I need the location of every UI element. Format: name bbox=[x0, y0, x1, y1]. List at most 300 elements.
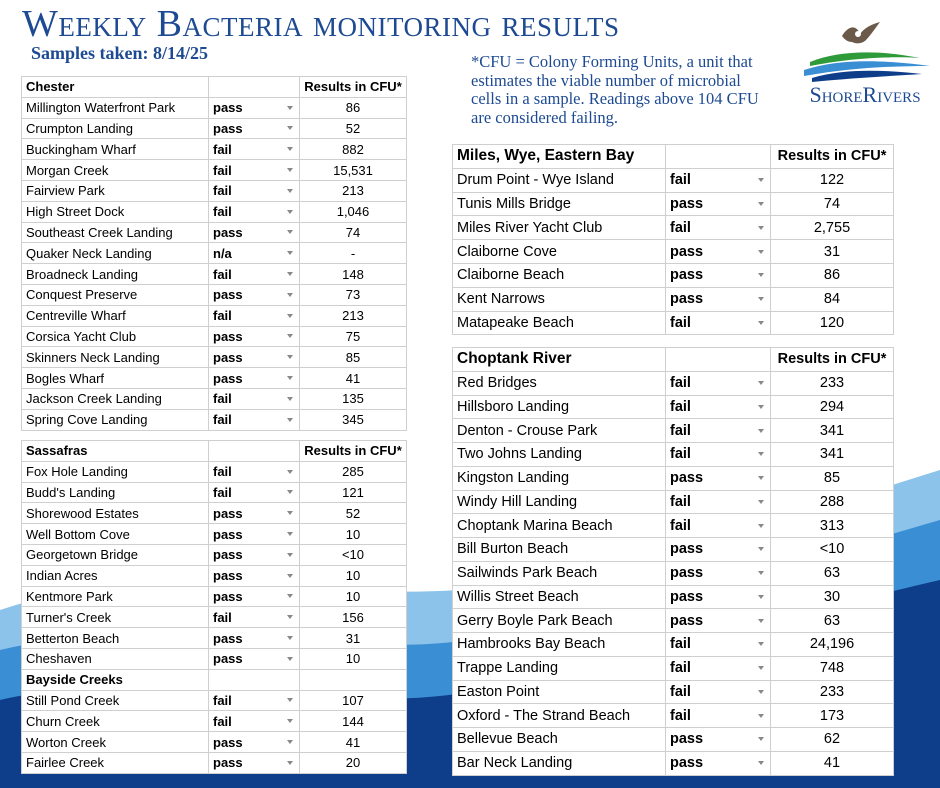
cfu-value: 748 bbox=[771, 656, 894, 680]
site-name: Well Bottom Cove bbox=[22, 524, 209, 545]
status-value: fail bbox=[670, 398, 691, 415]
chevron-down-icon[interactable] bbox=[287, 168, 293, 172]
cfu-value: 10 bbox=[300, 586, 407, 607]
section-title: Choptank River bbox=[453, 348, 666, 372]
site-name: Cheshaven bbox=[22, 648, 209, 669]
header-blank-cell bbox=[209, 441, 300, 462]
choptank-header-row bbox=[453, 348, 894, 372]
status-value: fail bbox=[213, 391, 232, 407]
status-dropdown[interactable] bbox=[209, 326, 300, 347]
status-dropdown[interactable] bbox=[666, 680, 771, 704]
status-value: pass bbox=[213, 568, 243, 584]
status-value: pass bbox=[213, 349, 243, 365]
status-dropdown[interactable] bbox=[666, 263, 771, 287]
site-name: Miles River Yacht Club bbox=[453, 216, 666, 240]
chevron-down-icon[interactable] bbox=[758, 500, 764, 504]
table-row bbox=[22, 648, 407, 669]
table-row bbox=[453, 263, 894, 287]
status-dropdown[interactable] bbox=[209, 118, 300, 139]
table-row bbox=[22, 711, 407, 732]
site-name: Georgetown Bridge bbox=[22, 544, 209, 565]
cfu-value: 341 bbox=[771, 419, 894, 443]
status-value: pass bbox=[213, 755, 243, 771]
site-name: Churn Creek bbox=[22, 711, 209, 732]
page-title: Weekly Bacteria monitoring results bbox=[22, 3, 620, 45]
chevron-down-icon[interactable] bbox=[287, 490, 293, 494]
status-dropdown[interactable] bbox=[209, 97, 300, 118]
status-value: pass bbox=[670, 565, 704, 582]
status-dropdown[interactable] bbox=[666, 633, 771, 657]
cfu-value: 1,046 bbox=[300, 201, 407, 222]
status-dropdown[interactable] bbox=[666, 561, 771, 585]
chevron-down-icon[interactable] bbox=[287, 532, 293, 536]
cfu-value: 84 bbox=[771, 287, 894, 311]
site-name: Claiborne Cove bbox=[453, 240, 666, 264]
cfu-value: 52 bbox=[300, 118, 407, 139]
status-value: pass bbox=[670, 291, 704, 308]
header-blank-cell bbox=[666, 348, 771, 372]
cfu-value: 341 bbox=[771, 443, 894, 467]
status-dropdown[interactable] bbox=[666, 240, 771, 264]
cfu-value: 2,755 bbox=[771, 216, 894, 240]
chevron-down-icon[interactable] bbox=[287, 272, 293, 276]
status-dropdown[interactable] bbox=[209, 305, 300, 326]
table-row bbox=[453, 609, 894, 633]
status-dropdown[interactable] bbox=[666, 704, 771, 728]
table-row bbox=[453, 419, 894, 443]
shorerivers-logo bbox=[790, 18, 940, 118]
site-name: Fairview Park bbox=[22, 180, 209, 201]
table-row bbox=[22, 326, 407, 347]
status-dropdown[interactable] bbox=[209, 139, 300, 160]
status-value: pass bbox=[213, 651, 243, 667]
chevron-down-icon[interactable] bbox=[287, 397, 293, 401]
site-name: Claiborne Beach bbox=[453, 263, 666, 287]
site-name: Trappe Landing bbox=[453, 656, 666, 680]
site-name: Drum Point - Wye Island bbox=[453, 168, 666, 192]
status-dropdown[interactable] bbox=[209, 284, 300, 305]
site-name: Broadneck Landing bbox=[22, 264, 209, 285]
status-dropdown[interactable] bbox=[666, 287, 771, 311]
cfu-value: 74 bbox=[300, 222, 407, 243]
chevron-down-icon[interactable] bbox=[758, 642, 764, 646]
table-row bbox=[453, 443, 894, 467]
chevron-down-icon[interactable] bbox=[758, 405, 764, 409]
chevron-down-icon[interactable] bbox=[287, 698, 293, 702]
chevron-down-icon[interactable] bbox=[758, 595, 764, 599]
chevron-down-icon[interactable] bbox=[758, 429, 764, 433]
table-row bbox=[22, 732, 407, 753]
status-value: fail bbox=[213, 412, 232, 428]
site-name: Betterton Beach bbox=[22, 628, 209, 649]
cfu-value: 73 bbox=[300, 284, 407, 305]
miles-wye-table bbox=[452, 144, 894, 335]
results-column-header: Results in CFU* bbox=[771, 348, 894, 372]
cfu-value: 63 bbox=[771, 609, 894, 633]
table-row bbox=[453, 514, 894, 538]
status-dropdown[interactable] bbox=[666, 585, 771, 609]
table-row bbox=[453, 240, 894, 264]
status-value: fail bbox=[213, 609, 232, 625]
site-name: Willis Street Beach bbox=[453, 585, 666, 609]
cfu-value: 135 bbox=[300, 388, 407, 409]
cfu-value: 30 bbox=[771, 585, 894, 609]
table-row bbox=[453, 216, 894, 240]
status-dropdown[interactable] bbox=[209, 180, 300, 201]
cfu-value: 31 bbox=[300, 628, 407, 649]
section-title: Sassafras bbox=[22, 441, 209, 462]
status-dropdown[interactable] bbox=[209, 222, 300, 243]
chevron-down-icon[interactable] bbox=[287, 106, 293, 110]
site-name: Sailwinds Park Beach bbox=[453, 561, 666, 585]
site-name: Centreville Wharf bbox=[22, 305, 209, 326]
status-value: pass bbox=[213, 224, 243, 240]
cfu-value: 63 bbox=[771, 561, 894, 585]
cfu-value: 107 bbox=[300, 690, 407, 711]
status-dropdown[interactable] bbox=[666, 728, 771, 752]
cfu-value: 882 bbox=[300, 139, 407, 160]
site-name: Hambrooks Bay Beach bbox=[453, 633, 666, 657]
status-value: pass bbox=[670, 195, 704, 212]
status-dropdown[interactable] bbox=[209, 565, 300, 586]
table-row bbox=[22, 524, 407, 545]
site-name: Corsica Yacht Club bbox=[22, 326, 209, 347]
status-dropdown[interactable] bbox=[666, 311, 771, 335]
chevron-down-icon[interactable] bbox=[758, 761, 764, 765]
status-dropdown[interactable] bbox=[209, 482, 300, 503]
section-title: Miles, Wye, Eastern Bay bbox=[453, 145, 666, 169]
cfu-note: *CFU = Colony Forming Units, a unit that estimates the viable number of microbial cells in a sample. Readings above 104 CFU are considered failing. bbox=[471, 52, 759, 127]
table-row bbox=[22, 222, 407, 243]
cfu-value: 52 bbox=[300, 503, 407, 524]
table-row bbox=[453, 395, 894, 419]
site-name: Easton Point bbox=[453, 680, 666, 704]
cfu-value: 122 bbox=[771, 168, 894, 192]
status-dropdown[interactable] bbox=[209, 461, 300, 482]
cfu-value: 213 bbox=[300, 305, 407, 326]
status-dropdown[interactable] bbox=[666, 168, 771, 192]
cfu-value: 285 bbox=[300, 461, 407, 482]
chevron-down-icon[interactable] bbox=[287, 251, 293, 255]
chevron-down-icon[interactable] bbox=[758, 666, 764, 670]
site-name: Buckingham Wharf bbox=[22, 139, 209, 160]
status-value: fail bbox=[213, 308, 232, 324]
cfu-value: 120 bbox=[771, 311, 894, 335]
cfu-value: 313 bbox=[771, 514, 894, 538]
sassafras-header-row bbox=[22, 441, 407, 462]
chevron-down-icon[interactable] bbox=[287, 574, 293, 578]
status-value: pass bbox=[213, 630, 243, 646]
cfu-value: 288 bbox=[771, 490, 894, 514]
status-value: pass bbox=[213, 287, 243, 303]
table-row bbox=[22, 284, 407, 305]
status-value: pass bbox=[213, 505, 243, 521]
section-title: Bayside Creeks bbox=[22, 669, 209, 690]
site-name: Skinners Neck Landing bbox=[22, 347, 209, 368]
cfu-value: 10 bbox=[300, 565, 407, 586]
cfu-value: 41 bbox=[300, 732, 407, 753]
chevron-down-icon[interactable] bbox=[287, 189, 293, 193]
site-name: Fox Hole Landing bbox=[22, 461, 209, 482]
chevron-down-icon[interactable] bbox=[758, 452, 764, 456]
chevron-down-icon[interactable] bbox=[287, 470, 293, 474]
chevron-down-icon[interactable] bbox=[287, 594, 293, 598]
status-value: fail bbox=[670, 493, 691, 510]
site-name: Bill Burton Beach bbox=[453, 538, 666, 562]
status-value: fail bbox=[213, 464, 232, 480]
choptank-table bbox=[452, 347, 894, 776]
status-dropdown[interactable] bbox=[666, 443, 771, 467]
site-name: Jackson Creek Landing bbox=[22, 388, 209, 409]
status-value: fail bbox=[213, 266, 232, 282]
status-dropdown[interactable] bbox=[666, 656, 771, 680]
cfu-value: 233 bbox=[771, 371, 894, 395]
status-dropdown[interactable] bbox=[209, 243, 300, 264]
chevron-down-icon[interactable] bbox=[758, 321, 764, 325]
results-column-header bbox=[300, 669, 407, 690]
samples-date: Samples taken: 8/14/25 bbox=[31, 43, 209, 63]
status-dropdown[interactable] bbox=[209, 628, 300, 649]
site-name: Bar Neck Landing bbox=[453, 751, 666, 775]
header-blank-cell bbox=[209, 77, 300, 98]
table-row bbox=[22, 305, 407, 326]
chevron-down-icon[interactable] bbox=[287, 230, 293, 234]
chevron-down-icon[interactable] bbox=[287, 418, 293, 422]
status-dropdown[interactable] bbox=[666, 419, 771, 443]
site-name: Turner's Creek bbox=[22, 607, 209, 628]
sassafras-table bbox=[21, 440, 407, 774]
chevron-down-icon[interactable] bbox=[287, 511, 293, 515]
chevron-down-icon[interactable] bbox=[287, 147, 293, 151]
table-row bbox=[453, 704, 894, 728]
status-dropdown[interactable] bbox=[209, 368, 300, 389]
cfu-value: 233 bbox=[771, 680, 894, 704]
table-row bbox=[453, 538, 894, 562]
site-name: Morgan Creek bbox=[22, 160, 209, 181]
table-row bbox=[22, 690, 407, 711]
cfu-value: 41 bbox=[300, 368, 407, 389]
status-dropdown[interactable] bbox=[666, 490, 771, 514]
site-name: Tunis Mills Bridge bbox=[453, 192, 666, 216]
cfu-value: 86 bbox=[300, 97, 407, 118]
chevron-down-icon[interactable] bbox=[758, 250, 764, 254]
chevron-down-icon[interactable] bbox=[287, 740, 293, 744]
status-dropdown[interactable] bbox=[666, 192, 771, 216]
chevron-down-icon[interactable] bbox=[287, 636, 293, 640]
site-name: Southeast Creek Landing bbox=[22, 222, 209, 243]
site-name: Bogles Wharf bbox=[22, 368, 209, 389]
table-row bbox=[22, 97, 407, 118]
site-name: Fairlee Creek bbox=[22, 752, 209, 773]
chevron-down-icon[interactable] bbox=[758, 619, 764, 623]
status-dropdown[interactable] bbox=[209, 201, 300, 222]
status-dropdown[interactable] bbox=[209, 503, 300, 524]
status-value: pass bbox=[213, 734, 243, 750]
status-value: fail bbox=[213, 692, 232, 708]
site-name: Millington Waterfront Park bbox=[22, 97, 209, 118]
status-value: pass bbox=[670, 243, 704, 260]
site-name: Bellevue Beach bbox=[453, 728, 666, 752]
chevron-down-icon[interactable] bbox=[287, 334, 293, 338]
site-name: Two Johns Landing bbox=[453, 443, 666, 467]
table-row bbox=[22, 118, 407, 139]
results-column-header: Results in CFU* bbox=[300, 77, 407, 98]
header-blank-cell bbox=[666, 145, 771, 169]
section-title: Chester bbox=[22, 77, 209, 98]
chevron-down-icon[interactable] bbox=[287, 126, 293, 130]
table-row bbox=[22, 180, 407, 201]
status-value: pass bbox=[213, 100, 243, 116]
status-dropdown[interactable] bbox=[209, 347, 300, 368]
chevron-down-icon[interactable] bbox=[287, 615, 293, 619]
table-row bbox=[22, 368, 407, 389]
chester-header-row bbox=[22, 77, 407, 98]
chevron-down-icon[interactable] bbox=[287, 293, 293, 297]
chevron-down-icon[interactable] bbox=[287, 761, 293, 765]
table-row bbox=[453, 371, 894, 395]
status-value: pass bbox=[213, 588, 243, 604]
status-dropdown[interactable] bbox=[209, 524, 300, 545]
site-name: Worton Creek bbox=[22, 732, 209, 753]
status-dropdown[interactable] bbox=[209, 409, 300, 430]
site-name: Kent Narrows bbox=[453, 287, 666, 311]
chevron-down-icon[interactable] bbox=[287, 355, 293, 359]
chevron-down-icon[interactable] bbox=[758, 524, 764, 528]
cfu-value: 10 bbox=[300, 524, 407, 545]
site-name: Matapeake Beach bbox=[453, 311, 666, 335]
site-name: Windy Hill Landing bbox=[453, 490, 666, 514]
chevron-down-icon[interactable] bbox=[758, 178, 764, 182]
table-row bbox=[453, 680, 894, 704]
status-dropdown[interactable] bbox=[209, 264, 300, 285]
status-dropdown[interactable] bbox=[666, 466, 771, 490]
status-value: fail bbox=[670, 517, 691, 534]
status-dropdown[interactable] bbox=[666, 395, 771, 419]
table-row bbox=[453, 751, 894, 775]
chevron-down-icon[interactable] bbox=[758, 202, 764, 206]
table-row bbox=[453, 728, 894, 752]
cfu-value: 345 bbox=[300, 409, 407, 430]
table-row bbox=[22, 628, 407, 649]
table-row bbox=[22, 347, 407, 368]
status-value: fail bbox=[670, 314, 691, 331]
table-row bbox=[22, 482, 407, 503]
status-value: fail bbox=[670, 446, 691, 463]
cfu-value: <10 bbox=[771, 538, 894, 562]
chevron-down-icon[interactable] bbox=[758, 547, 764, 551]
bayside-header-row bbox=[22, 669, 407, 690]
table-row bbox=[453, 168, 894, 192]
cfu-value: 294 bbox=[771, 395, 894, 419]
site-name: Quaker Neck Landing bbox=[22, 243, 209, 264]
status-dropdown[interactable] bbox=[209, 160, 300, 181]
status-dropdown[interactable] bbox=[666, 371, 771, 395]
status-dropdown[interactable] bbox=[209, 648, 300, 669]
table-row bbox=[453, 466, 894, 490]
site-name: Shorewood Estates bbox=[22, 503, 209, 524]
chevron-down-icon[interactable] bbox=[287, 553, 293, 557]
site-name: Spring Cove Landing bbox=[22, 409, 209, 430]
chevron-down-icon[interactable] bbox=[287, 657, 293, 661]
cfu-value: 86 bbox=[771, 263, 894, 287]
site-name: Oxford - The Strand Beach bbox=[453, 704, 666, 728]
chevron-down-icon[interactable] bbox=[287, 719, 293, 723]
status-dropdown[interactable] bbox=[666, 216, 771, 240]
status-dropdown[interactable] bbox=[666, 514, 771, 538]
chevron-down-icon[interactable] bbox=[287, 210, 293, 214]
table-row bbox=[453, 633, 894, 657]
status-dropdown[interactable] bbox=[209, 752, 300, 773]
status-value: pass bbox=[213, 547, 243, 563]
table-row bbox=[22, 243, 407, 264]
table-row bbox=[453, 490, 894, 514]
status-dropdown[interactable] bbox=[666, 609, 771, 633]
chevron-down-icon[interactable] bbox=[758, 476, 764, 480]
cfu-value: 41 bbox=[771, 751, 894, 775]
table-row bbox=[453, 311, 894, 335]
status-value: pass bbox=[670, 470, 704, 487]
cfu-value: 148 bbox=[300, 264, 407, 285]
cfu-value: - bbox=[300, 243, 407, 264]
chevron-down-icon[interactable] bbox=[758, 273, 764, 277]
site-name: Denton - Crouse Park bbox=[453, 419, 666, 443]
results-column-header: Results in CFU* bbox=[771, 145, 894, 169]
status-dropdown[interactable] bbox=[209, 388, 300, 409]
chevron-down-icon[interactable] bbox=[758, 737, 764, 741]
status-value: fail bbox=[670, 707, 691, 724]
chevron-down-icon[interactable] bbox=[758, 714, 764, 718]
cfu-value: 173 bbox=[771, 704, 894, 728]
status-dropdown[interactable] bbox=[209, 607, 300, 628]
cfu-value: <10 bbox=[300, 544, 407, 565]
status-dropdown[interactable] bbox=[209, 690, 300, 711]
cfu-value: 75 bbox=[300, 326, 407, 347]
chevron-down-icon[interactable] bbox=[287, 376, 293, 380]
site-name: Crumpton Landing bbox=[22, 118, 209, 139]
status-value: fail bbox=[213, 484, 232, 500]
status-value: pass bbox=[670, 267, 704, 284]
site-name: Still Pond Creek bbox=[22, 690, 209, 711]
status-dropdown[interactable] bbox=[666, 538, 771, 562]
table-row bbox=[22, 264, 407, 285]
table-row bbox=[22, 160, 407, 181]
chevron-down-icon[interactable] bbox=[758, 226, 764, 230]
chevron-down-icon[interactable] bbox=[758, 571, 764, 575]
table-row bbox=[453, 585, 894, 609]
chevron-down-icon[interactable] bbox=[758, 297, 764, 301]
table-row bbox=[22, 586, 407, 607]
chevron-down-icon[interactable] bbox=[758, 690, 764, 694]
table-row bbox=[22, 388, 407, 409]
cfu-value: 10 bbox=[300, 648, 407, 669]
status-value: pass bbox=[213, 328, 243, 344]
status-dropdown[interactable] bbox=[209, 732, 300, 753]
table-row bbox=[22, 409, 407, 430]
table-row bbox=[453, 192, 894, 216]
site-name: Indian Acres bbox=[22, 565, 209, 586]
cfu-value: 31 bbox=[771, 240, 894, 264]
status-dropdown[interactable] bbox=[209, 711, 300, 732]
status-dropdown[interactable] bbox=[209, 544, 300, 565]
status-value: fail bbox=[213, 183, 232, 199]
table-row bbox=[22, 565, 407, 586]
chevron-down-icon[interactable] bbox=[287, 314, 293, 318]
status-dropdown[interactable] bbox=[209, 586, 300, 607]
cfu-value: 213 bbox=[300, 180, 407, 201]
chevron-down-icon[interactable] bbox=[758, 381, 764, 385]
status-value: fail bbox=[670, 683, 691, 700]
status-dropdown[interactable] bbox=[666, 751, 771, 775]
